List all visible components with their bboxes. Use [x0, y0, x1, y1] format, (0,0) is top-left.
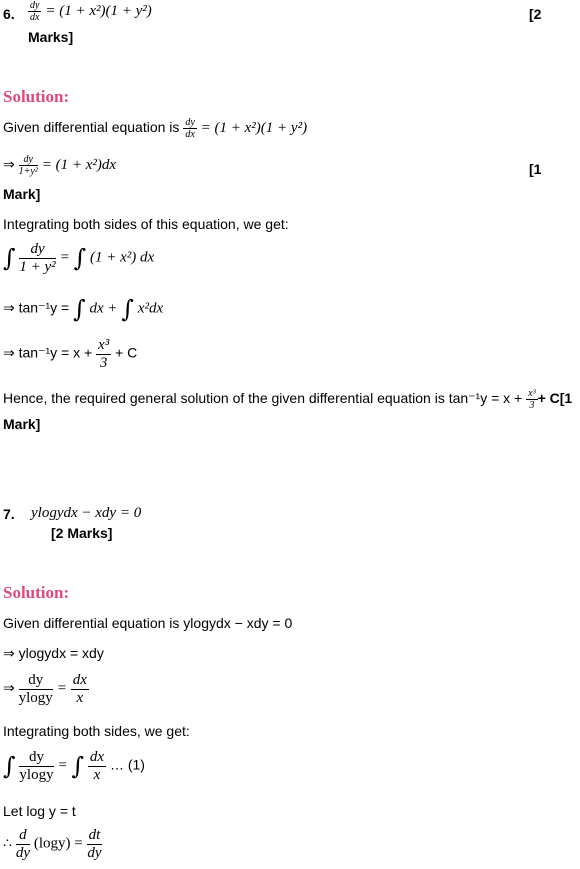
integral-line: ∫ $\frac{dy}{\text{1 + y²}}$ = ∫ (1 + x²) dx — [3, 241, 155, 275]
paragraph: Integrating both sides of this equation, we get: — [3, 216, 289, 232]
fraction: $\frac{dx}{x}$ — [72, 672, 87, 706]
question-equation — [28, 0, 152, 23]
marks-label: Mark] — [3, 416, 41, 432]
integral-sign: ∫ — [73, 244, 87, 272]
integral-sign: ∫ — [3, 244, 16, 272]
fraction: $\frac{\text{x³}}{3}$ — [528, 388, 536, 411]
constant: + C — [115, 344, 138, 361]
fraction: $\frac{dy}{\text{1+y²}}$ — [18, 154, 38, 177]
implies-symbol: ⇒ — [3, 156, 15, 173]
step-line: Let log y = t — [3, 803, 76, 819]
fraction: $\frac{dy}{\text{1 + y²}}$ — [19, 241, 56, 275]
given-text: Given differential equation is — [3, 119, 180, 136]
question-number: 6. — [3, 6, 15, 22]
marks-label: [2 — [529, 6, 542, 22]
step-line — [3, 337, 137, 371]
integral-sign: ∫ — [73, 295, 86, 323]
paragraph: Integrating both sides, we get: — [3, 723, 190, 739]
fraction: $\frac{dx}{x}$ — [89, 749, 105, 783]
marks-label: Mark] — [3, 186, 41, 202]
fraction: $\frac{\text{x³}}{3}$ — [98, 337, 110, 371]
integral-sign: ∫ — [3, 752, 16, 780]
solution-heading: Solution: — [3, 583, 70, 602]
given-line: Given differential equation is ylogydx − xdy = 0 — [3, 615, 293, 631]
fraction: $\frac{dy}{ylogy}$ — [18, 672, 53, 706]
fraction: $\frac{dy}{dx}$ — [185, 117, 195, 140]
solution-heading: Solution: — [3, 87, 70, 106]
marks-label: Marks] — [28, 29, 74, 45]
fraction: $\frac{dy}{dx}$ — [30, 0, 40, 23]
implies-symbol: ⇒ — [3, 679, 15, 696]
equation-lhs: ⇒ tan⁻¹y = — [3, 299, 70, 316]
equation-rhs: = (1 + x²)(1 + y²) — [200, 120, 308, 137]
conclusion-line — [3, 388, 572, 411]
equation-lhs: ⇒ tan⁻¹y = x + — [3, 344, 93, 361]
equation-tag: … (1) — [109, 756, 145, 773]
derivative-line — [3, 827, 102, 861]
fraction: $\frac{dt}{dy}$ — [87, 827, 102, 861]
step-line: ⇒ ylogydx = xdy — [3, 645, 104, 661]
integral-sign: ∫ — [71, 752, 84, 780]
question-equation: ylogydx − xdy = 0 — [31, 505, 142, 521]
derivative-middle: (logy) = — [33, 835, 83, 852]
integral-line: ∫ $\frac{dy}{ylogy}$ = ∫ $\frac{dx}{x}$ … (1) — [3, 749, 145, 783]
fraction: $\frac{d}{dy}$ — [15, 827, 30, 861]
marks-label: [2 Marks] — [51, 525, 113, 541]
integrand: x²dx — [137, 300, 164, 317]
therefore-symbol: ∴ — [3, 834, 12, 851]
integrand: dx + — [89, 300, 118, 317]
marks-label: [1 — [529, 161, 542, 177]
step-line — [3, 295, 163, 323]
conclusion-text: Hence, the required general solution of the given differential equation is tan⁻¹y = x + — [3, 390, 523, 407]
integral-sign: ∫ — [121, 295, 134, 323]
step-line — [3, 154, 116, 177]
question-number: 7. — [3, 506, 15, 522]
equation-rhs: = (1 + x²)(1 + y²) — [45, 3, 152, 20]
equation-rhs: = (1 + x²)dx — [41, 157, 116, 174]
marks-label: + C[1 — [537, 390, 573, 407]
fraction: $\frac{dy}{ylogy}$ — [19, 749, 54, 783]
integrand: (1 + x²) dx — [90, 249, 155, 266]
step-line: ⇒ $\frac{dy}{ylogy}$ = $\frac{dx}{x}$ — [3, 672, 87, 706]
given-line — [3, 117, 307, 140]
